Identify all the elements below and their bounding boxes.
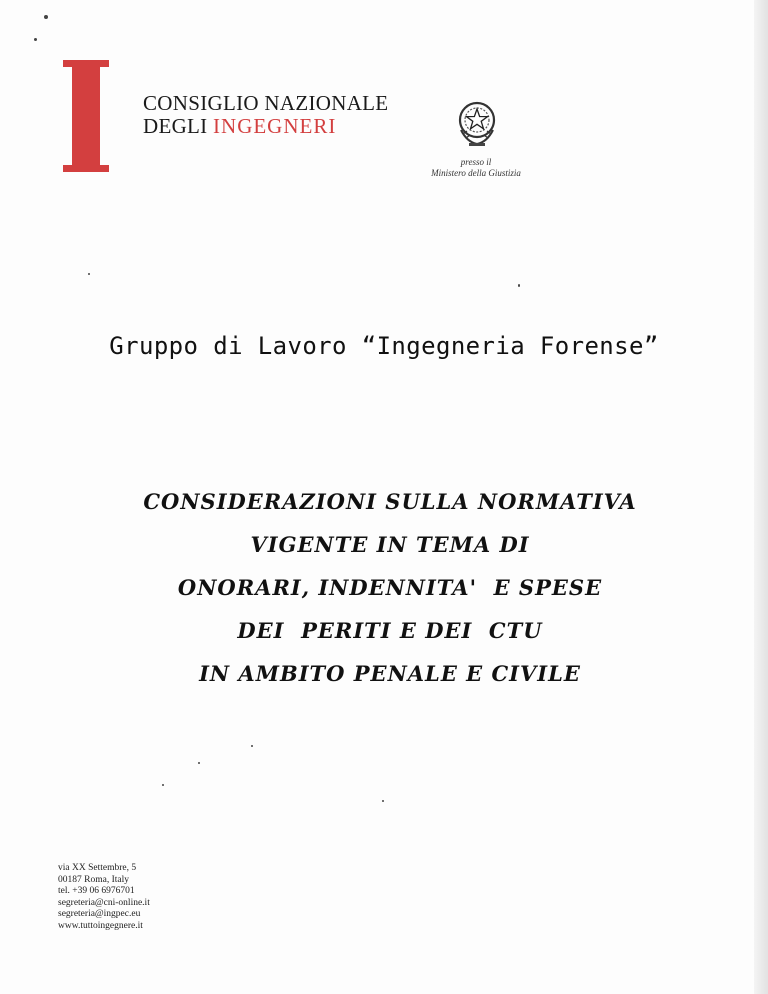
scan-speck	[44, 15, 48, 19]
address-block	[58, 863, 150, 933]
scan-speck	[88, 273, 90, 275]
cni-logo-mark	[63, 60, 109, 172]
scan-speck	[251, 745, 253, 747]
address-city: 00187 Roma, Italy	[58, 874, 129, 885]
org-name-line2	[143, 115, 388, 138]
scan-speck	[382, 800, 384, 802]
scan-edge-shadow	[754, 0, 768, 994]
scan-speck	[518, 284, 520, 287]
address-phone: tel. +39 06 6976701	[58, 886, 135, 897]
document-main-title	[100, 480, 680, 695]
address-street: via XX Settembre, 5	[58, 863, 137, 873]
main-title-line1: CONSIDERAZIONI SULLA NORMATIVA	[143, 489, 637, 514]
ministry-line1: presso il	[460, 157, 492, 167]
italian-republic-emblem-icon	[453, 98, 501, 148]
main-title-line2: VIGENTE IN TEMA DI	[250, 532, 530, 557]
scan-speck	[162, 784, 164, 786]
working-group-title: Gruppo di Lavoro “Ingegneria Forense”	[109, 332, 659, 360]
scan-speck	[34, 38, 37, 41]
address-email-2: segreteria@ingpec.eu	[58, 909, 141, 920]
main-title-line4: DEI PERITI E DEI CTU	[237, 618, 543, 643]
org-name-ingegneri: INGEGNERI	[213, 114, 337, 138]
ministry-caption	[420, 157, 532, 179]
org-name-degli: DEGLI	[143, 114, 214, 138]
address-website: www.tuttoingegnere.it	[58, 920, 143, 931]
ministry-line2: Ministero della Giustizia	[431, 168, 521, 178]
organization-name	[143, 92, 388, 138]
scan-speck	[198, 762, 200, 764]
main-title-line3: ONORARI, INDENNITA' E SPESE	[177, 575, 603, 600]
org-name-line1: CONSIGLIO NAZIONALE	[143, 91, 389, 115]
main-title-line5: IN AMBITO PENALE E CIVILE	[199, 661, 581, 686]
address-email-1: segreteria@cni-online.it	[58, 897, 150, 908]
